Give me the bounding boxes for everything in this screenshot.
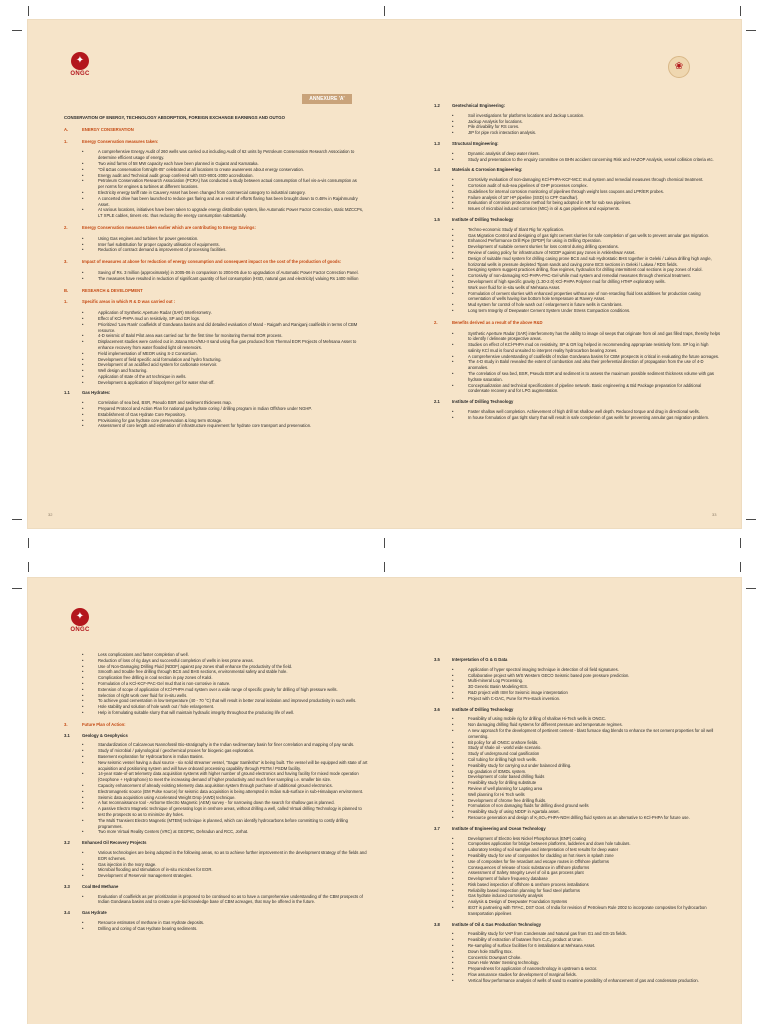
bullet-item: • Jackup Analysis for locations. (434, 119, 722, 125)
bullet-item: • Saving of Rs. 3 million (approximately) in 2005-06 in comparison to 2004-05 due to upgradation of Automatic Power Factor Correction Panel. (64, 270, 364, 276)
heading-number: B. (64, 287, 69, 293)
bullet-item: • Inter fuel substitution for proper capacity utilisation of equipments. (64, 242, 364, 248)
bullet-list (64, 400, 364, 429)
crop-mark (28, 538, 29, 548)
bullet-item: • Preparedness for application of nanotechnology in upstream & sector. (434, 966, 722, 972)
heading-text: Institute of Engineering and Ocean Technology (452, 825, 546, 831)
bullet-item: • Dynamic analysis of deep water risers. (434, 151, 722, 157)
bullet-item: • Corrosivity of non-damaging KCl-PHPA-PAC-Gel while mud system and remedial measures through chemical treatment. (434, 273, 722, 279)
bullet-item: • Development of high specific gravity (1.30-2.0) KCl-PHPA Polymer mud for drilling HTHP exploratory wells. (434, 279, 722, 285)
bullet-item: • JIP for pipe rock interaction analysis. (434, 130, 722, 136)
bullet-item: • Field implementation of MEOR using S-2 Consortium. (64, 351, 364, 357)
ongc-emblem-icon: ✦ (71, 608, 89, 626)
bullet-item: • Assessment of Safety Integrity Level of oil & gas process plant (434, 870, 722, 876)
bullet-item: • A comprehensive understanding of coalfields of Indian Gondwana basins for CBM prospects is critical in evaluating the future acreages. (434, 354, 722, 360)
bullet-item: • Multi-mineral Log Processing. (434, 678, 722, 684)
heading-number: 1.3 (434, 140, 440, 146)
heading-number: 2. (64, 224, 68, 230)
bullet-item: • Formulation of a KCl-KCF-PAC-Gel mud that is non-corrosive in nature. (64, 681, 368, 687)
bullet-item: • Evaluation of corrosion protection method for being adopted in NR for sub sea pipelines. (434, 200, 722, 206)
bullet-item: • Standardization of Calcareous Nannofossil Bio-stratigraphy in the Indian sedimentary basin for finer correlation and mapping of pay sands. (64, 742, 368, 748)
crop-mark (384, 6, 385, 16)
ongc-emblem-icon: ✦ (71, 52, 89, 70)
heading-text: RESEARCH & DEVELOPMENT (82, 287, 143, 293)
bullet-item: • Displacement studies were carried out in Jotana MU-I/MU-II sand using flue gas produced from Thermal EOR Projects of Mehsana Asset to enhance recovery from water flooded light oil reservoirs. (64, 339, 364, 351)
bullet-item: • Risk based inspection of offshore & onshore process installations (434, 882, 722, 888)
bullet-item: • 4-D seismic of Balol Pilot area was carried out for the first time for monitoring thermal EOR process. (64, 333, 364, 339)
corner-emblem-icon: ❀ (668, 56, 690, 78)
bullet-item: • Pile drivability for RS cores. (434, 124, 722, 130)
heading-text: Geotechnical Engineering: (452, 103, 506, 108)
subsection-heading (434, 826, 722, 832)
bullet-item: • Mud system for control of hole wash out / enlargement in future wells in Cambrians. (434, 302, 722, 308)
bullet-item: • Laboratory testing of soil samples and interpretation of test results for deep water (434, 847, 722, 853)
subsection-heading (434, 217, 722, 223)
bullet-item: • A concerted drive has been launched to reduce gas flaring and as a result of efforts flaring has been brought down to 0.48% in Rajahmundry Asset. (64, 196, 364, 208)
bullet-item: • Complication free drilling in coal section in pay zones of Kalol. (64, 675, 368, 681)
top-left-column (64, 115, 364, 432)
bullet-list (434, 227, 722, 314)
bullet-item: • Seismic data acquisition using Accelerated Weight Drop (AWD) technique. (64, 795, 368, 801)
bullet-item: • Techno-economic Study of Slant Rig for Application. (434, 227, 722, 233)
heading-number: A. (64, 126, 69, 132)
bullet-list (434, 931, 722, 983)
bullet-item: • Provisioning for gas hydrate core preservation & long term storage. (64, 418, 364, 424)
heading-number: 1.4 (434, 167, 440, 173)
heading-number: 1.2 (434, 103, 440, 108)
bullet-item: • Reduction of loss of rig days and successful completion of wells in less prone areas. (64, 658, 368, 664)
subsection-heading (434, 657, 722, 663)
heading-text: Institute of Drilling Technology (452, 216, 514, 222)
bullet-item: • Correlation of sea bed, BSR, Pseudo BSR and sediment thickness map. (64, 400, 364, 406)
bullet-item: • Help in formulating suitable slurry that will maintain hydraulic integrity throughout the producing life of well. (64, 710, 368, 716)
bullet-item: • Study of underground coal gasification (434, 751, 722, 757)
subsection-heading (64, 910, 368, 916)
bullet-list (64, 920, 368, 932)
bullet-item: • Corrosion audit of sub-sea pipelines of GHP processes complex. (434, 183, 722, 189)
bullet-item: • Feasibility of extraction of butanes from C₄C₅ product at Uran. (434, 937, 722, 943)
heading-text: Energy Conservation measures taken earlier which are contributing to Energy Savings: (82, 224, 256, 230)
bullet-item: • The correlation of sea bed, BSR, Pseudo BSR and sediment is to assess the maximum possible sediment thickness volume with gas hydrate saturation. (434, 371, 722, 383)
heading-number: 3.7 (434, 825, 440, 831)
heading-number: 3.4 (64, 910, 70, 916)
heading-number: 3. (64, 259, 68, 265)
bullet-item: • Application of state of the art technique in wells. (64, 374, 364, 380)
subsection-heading (434, 707, 722, 713)
logo-brand-text: ONGC (70, 71, 90, 77)
bullet-item: • Using Gas engines and turbines for power generation. (64, 236, 364, 242)
bullet-list (64, 236, 364, 253)
bullet-item: • The measures have resulted in reduction of significant quantity of fuel consumption (HSD, natural gas and electricity) valuing Rs 1400 million (64, 276, 364, 282)
bullet-list (434, 331, 722, 395)
bullet-item: • Petroleum Conservation Research Association (PCRA) has conducted a study between actual consumption of fuel vis-a-vis consumption as per norms for engines & turbines at different locations. (64, 178, 364, 190)
heading-text: Impact of measures at above for reduction of energy consumption and consequent impact on the cost of the production of goods: (82, 259, 342, 265)
heading-number: 2. (434, 319, 438, 325)
bullet-list (64, 149, 364, 219)
section-heading (64, 299, 364, 305)
bullet-item: • Studies on effect of KCl-PHPA mud on resistivity, SP & GR log helped in recommending appropriate resistivity form. SP log in high salinity KCl mud is found unsuited to interpret reality hydrocarbon bearing zones. (434, 342, 722, 354)
bullet-item: • Effect of KCl-PHPA mud on resistivity, SP and GR logs. (64, 316, 364, 322)
bullet-list (64, 850, 368, 879)
heading-text: Institute of Drilling Technology (452, 706, 514, 712)
bullet-item: • Feasibility study for carrying out under balanced drilling. (434, 763, 722, 769)
bullet-list (64, 894, 368, 906)
bullet-item: • At various locations, initiatives have been taken to upgrade energy distribution system, like Automatic Power Factor Correction, static MZCCPs, LT XPLE cables, timers etc. thus reducing the energy consumption substantially. (64, 207, 364, 219)
bullet-item: • Gas injection in the Ivory stage. (64, 862, 368, 868)
bullet-item: • A comprehensive Energy Audit of 260 wells was carried out including Audit of 62 units by Petroleum Conservation Research Association to determine efficient usage of energy. (64, 149, 364, 161)
bullet-item: • Failure analysis of 18" HP pipeline (SSD) to CPF Gandhar). (434, 195, 722, 201)
bullet-list (64, 652, 368, 716)
bullet-item: • Study of microbial / palynological / geochemical proxies for biogenic gas exploration. (64, 748, 368, 754)
bullet-item: • Evaluation of coalfields as per prioritization is proposed to be continued so as to have a comprehensive understanding of the CBM prospects of Indian Gondwana basins and to create a pre-bid knowledge base of CBM acreages, that may be offered in the future. (64, 894, 368, 906)
crop-mark (746, 30, 756, 31)
bullet-item: • Up gradation of IDMDL system. (434, 769, 722, 775)
bullet-item: • Microbial flooding and stimulation of in-situ microbes for EOR. (64, 867, 368, 873)
bullet-item: • Development of an acidified acid system for carbonate reservoir. (64, 362, 364, 368)
subsection-heading (64, 733, 368, 739)
crop-mark (746, 519, 756, 520)
heading-number: 3. (64, 721, 68, 727)
bullet-item: • Project with C-DAC, Pune for Pre-stack inversion. (434, 696, 722, 702)
subsection-heading (434, 399, 722, 405)
bullet-list (64, 742, 368, 835)
logo-brand-text: ONGC (70, 627, 90, 633)
document-title: CONSERVATION OF ENERGY, TECHNOLOGY ABSORPTION, FOREIGN EXCHANGE EARNINGS AND OUTGO (64, 115, 285, 120)
bullet-item: • Concentric Downpart Choke. (434, 955, 722, 961)
bullet-item: • Capacity enhancement of already existing telemetry data acquisition system through purchase of additional ground electronics. (64, 783, 368, 789)
bullet-item: • Feasibility study for drilling substitute (434, 780, 722, 786)
bullet-item: • A new approach for the development of pertinent cement - blast furnace slag blends to enhance the set cement properties for oil well cementing. (434, 728, 722, 740)
ongc-logo-bottom (64, 608, 96, 642)
bullet-list (64, 270, 364, 282)
bullet-item: • Basement exploration for Hydrocarbons in Indian Basins. (64, 754, 368, 760)
bullet-item: • Electricity energy tariff rate in Cauvery Asset has been changed from commercial category to industrial category. (64, 190, 364, 196)
bullet-item: • Electromagnetic source (EM Pulse source) for seismic data acquisition is being attempted in Indian sub-surface in sub-Himalayan environment. (64, 789, 368, 795)
heading-number: 1.5 (434, 216, 440, 222)
section-heading (64, 127, 364, 133)
bullet-item: • Collaborative project with M/S Western GECO Seismic based pore pressure prediction. (434, 673, 722, 679)
bullet-item: • Smooth and trouble free drilling through BCS and BHS sections, environmental safety and stable hole. (64, 669, 368, 675)
bullet-item: • Soil investigations for platforms locations and Jackup Location. (434, 113, 722, 119)
heading-number: 3.1 (64, 732, 70, 738)
subsection-heading (434, 141, 722, 147)
bullet-item: • Analysis & Design of Deepwater Foundation Systems (434, 899, 722, 905)
bullet-item: • The Multi Transient Electro Magnetic (MTEM) technique is planned, which can identify hydrocarbons before committing to costly drilling programmes. (64, 818, 368, 830)
bullet-item: • Down Hole Water Sensing technology. (434, 960, 722, 966)
page-number-right: 33 (712, 512, 717, 517)
crop-mark (740, 538, 741, 548)
bullet-item: • Development of Reservoir management strategies. (64, 873, 368, 879)
crop-mark (28, 6, 29, 16)
crop-mark (384, 562, 385, 572)
bullet-item: • Energy audit and Technical audit group conferred with ISO-9001-2000 accreditation. (64, 173, 364, 179)
bullet-item: • Guidelines for internal corrosion monitoring of pipelines through weight loss coupons and LPR/ER probes. (434, 189, 722, 195)
heading-text: Institute of Oil & Gas Production Technology (452, 921, 542, 927)
bullet-item: • Conceptualization and technical specifications of pipeline network. Basic engineering & Bid Package preparation for additional condensate recovery and for LPG augmentation. (434, 383, 722, 395)
bullet-item: • Development of chrome free drilling fluids. (434, 798, 722, 804)
bullet-item: • 3D Genetic Basin Modeling-IES. (434, 684, 722, 690)
bullet-list (434, 836, 722, 917)
subsection-heading (434, 922, 722, 928)
bullet-item: • Composites application for bridge between platforms, ladderies and down hole tubulars. (434, 841, 722, 847)
heading-number: 1. (64, 138, 68, 144)
bullet-item: • To achieve good cementation in low temperature (40 - 70 °C) that will result in better zonal isolation and improved productivity in such wells. (64, 698, 368, 704)
bullet-item: • Faster shallow well completion. Achievement of high drill rat shallow well depth. Reduced torque and drag in directional wells. (434, 409, 722, 415)
bullet-item: • Selection of right work over fluid for in-situ wells. (64, 693, 368, 699)
bullet-item: • Reliability based inspection planning for fixed steel platforms (434, 888, 722, 894)
crop-mark (740, 6, 741, 16)
heading-number: 3.6 (434, 706, 440, 712)
crop-mark (12, 30, 22, 31)
bullet-item: • Establishment of Gas Hydrate Core Repository. (64, 412, 364, 418)
bullet-item: • Flow assurance studies for development of marginal fields. (434, 972, 722, 978)
bullet-item: • Down hole Stuffing Box. (434, 949, 722, 955)
bullet-item: • Feasibility study for VAP from Condensate and Natural gas from G1 and GS-15 fields. (434, 931, 722, 937)
bottom-right-column (434, 652, 722, 987)
bullet-item: • Feasibility of using mobile rig for drilling of shallow Hi-Tech wells in ONGC. (434, 716, 722, 722)
bullet-item: • Two wind farms of 58 MW capacity each have been planned in Gujarat and Karnataka. (64, 161, 364, 167)
crop-mark (12, 588, 22, 589)
bullet-list (434, 667, 722, 702)
bullet-item: • Development of suitable cement slurries for loss control during drilling operations. (434, 244, 722, 250)
bullet-item: • Development of color based drilling fluids (434, 774, 722, 780)
bullet-list (434, 409, 722, 421)
bullet-item: • Hole stability and solution of hole wash out / hole enlargement. (64, 704, 368, 710)
bullet-item: • Various technologies are being adopted in the following areas, so as to achieve further improvement in the development strategy of the fields and EOR schemes. (64, 850, 368, 862)
bullet-item: • 14-year state-of-art telemetry data acquisition systems with higher number of ground electronics and having facility for mixed mode operation (Geophone + Hydrophone) to meet the increasing demand of higher productivity and much finer sampling i.e. smaller bin size. (64, 771, 368, 783)
bullet-item: • Review of casing policy for infrastructure of NGDP against pay zones in Ankleshwar Asset. (434, 250, 722, 256)
bullet-list (434, 716, 722, 820)
bottom-left-column (64, 652, 368, 935)
bullet-item: • Use of Non-Damaging Drilling Fluid (NDDF) against pay zones shall enhance the productivity of the field. (64, 664, 368, 670)
section-heading (64, 225, 364, 231)
bullet-item: • Prioritized 'Low Rank' coalfields of Gondwana basins and did detailed evaluation of Mand - Raigarh and Raniganj coalfields in terms of CBM resource. (64, 322, 364, 334)
bullet-item: • Formulation of cement slurries with enhanced properties without use of non-retarding fluid loss additives for production casing cementation of wells having low bottom hole temperature at Ravery Asset. (434, 291, 722, 303)
bullet-item: • Long term Integrity of Deepwater Cement System Under Stress Compaction conditions. (434, 308, 722, 314)
heading-text: Benefits derived as a result of the above R&D (452, 319, 543, 325)
ongc-logo (64, 52, 96, 86)
bullet-item: • Development of Electro less Nickel Phosphorous (ENP) coating (434, 836, 722, 842)
subsection-heading (64, 840, 368, 846)
bullet-item: • Less complications and faster completion of well. (64, 652, 368, 658)
crop-mark (28, 562, 29, 572)
subsection-heading (64, 390, 364, 396)
bullet-item: • Formulation of non damaging fluids for drilling dived ground wells (434, 803, 722, 809)
bullet-item: • Gas hydrate induced corrosivity analysis (434, 893, 722, 899)
crop-mark (746, 588, 756, 589)
bullet-item: • Resource estimates of methane in Gas Hydrate deposits. (64, 920, 368, 926)
bullet-item: • Well design and fracturing. (64, 368, 364, 374)
heading-number: 2.1 (434, 399, 440, 405)
heading-text: Institute of Drilling Technology (452, 399, 514, 405)
heading-text: Coal Bed Methane (82, 883, 119, 889)
bullet-item: • Development of field specific acid formulation and hydro fracturing. (64, 357, 364, 363)
bullet-item: • The 4-D study in Balol revealed the extent of combustion and also their preferential direction of propagation from the use of 4-D anomalies. (434, 359, 722, 371)
bullet-item: • Application of Synthetic Aperture Radar (SAR) Interferometry. (64, 310, 364, 316)
bullet-item: • Drilling and coring of Gas Hydrate bearing sediments. (64, 926, 368, 932)
bullet-item: • Designing system suggest practices drilling, flow regimes, hydraulics for drilling intermittent coal sections in pay zones of Kalol. (434, 267, 722, 273)
bullet-item: • Feasibility study of using NDDF in Agartala asset. (434, 809, 722, 815)
page-number-left: 32 (48, 512, 53, 517)
top-right-column (434, 98, 722, 424)
section-heading (64, 722, 368, 728)
bullet-item: • New seismic vessel having a dual source - six solid streamer vessel, "Sagar Samiksha" is being built. The vessel will be equipped with state of art acquisition and positioning system and will have onboard processing capability through PSTM / PSDM facility. (64, 760, 368, 772)
bullet-item: • Assessment of core length and estimation of infrastructure requirement for hydrate core transport and preservation. (64, 423, 364, 429)
bullet-item: • Prepared Protocol and Action Plan for national gas hydrate coring / drilling program in Indian Offshore under NGHP. (64, 406, 364, 412)
bullet-item: • A passive Electro Magnetic technique of generating logs in onshore areas, without drilling a well, called Virtual drilling Technology is planned to test the prospects so as to minimize dry holes. (64, 806, 368, 818)
bullet-item: • IEOT is partnering with TIFAC, DST Govt. of India for revision of Petroleum Rule 2002 to incorporate composites for hydrocarbon transportation pipelines (434, 905, 722, 917)
heading-text: ENERGY CONSERVATION (82, 126, 134, 132)
bullet-item: • Issues of microbial induced corrosion (MIC) in oil & gas pipelines and equipments. (434, 206, 722, 212)
heading-text: Future Plan of Action: (82, 721, 126, 727)
bullet-item: • Coil tubing for drilling high tech wells. (434, 757, 722, 763)
bullet-item: • Two more Virtual Reality Centers (VRC) at GEOPIC, Dehradun and RCC, Jorhat. (64, 829, 368, 835)
section-heading (64, 288, 364, 294)
bullet-item: • Vertical flow performance analysis of wells of sand to examine possibility of enhancement of gas and condensate production. (434, 978, 722, 984)
bullet-item: • Design of suitable mud system for drilling casing prone BCS and sub Hydrostatic BHS together in Geleki / Lakwa drilling high angle, horizontal wells in pressure depleted Tipam sands and caving prone BCS sections in Geleki / Lakwa / RDS fields. (434, 256, 722, 268)
crop-mark (384, 538, 385, 548)
bullet-list (434, 177, 722, 212)
heading-text: Specific areas in which R & D was carried out : (82, 299, 176, 305)
bullet-item: • Use of composites for fire retardant and escape routes in Offshore platforms (434, 859, 722, 865)
bullet-item: • Review of well planning for Lapting area (434, 786, 722, 792)
bullet-item: • Bit policy for all ONGC onshore fields. (434, 740, 722, 746)
bullet-item: • A hat reconnaissance tool - Airborne Electro Magnetic (AEM) survey - for narrowing down the search for shallow gas is planned. (64, 800, 368, 806)
subsection-heading (64, 884, 368, 890)
bullet-item: • Well planning for Hi Tech wells (434, 792, 722, 798)
bullet-item: • Resource generation and design of K₂SO₄-PHPA-NDH drilling fluid system as an alternative to KCl-PHPA for future use. (434, 815, 722, 821)
heading-text: Structural Engineering: (452, 140, 499, 146)
bullet-item: • Corrosivity evaluation of non-damaging KCl-PHPA-KCF-MCC mud system and remedial measures through chemical treatment. (434, 177, 722, 183)
bullet-item: • Reduction of contract demand & improvement of processing facilities. (64, 247, 364, 253)
bullet-item: • Feasibility study for use of composites for cladding on hot risers in splash zone (434, 853, 722, 859)
heading-number: 3.5 (434, 657, 440, 662)
section-heading (64, 259, 364, 265)
heading-text: Gas Hydrates: (82, 390, 111, 396)
bullet-item: • R&D project with ISM for Seismic image interpretation (434, 690, 722, 696)
bullet-item: • Development & application of biopolymer gel for water shut-off. (64, 380, 364, 386)
heading-text: Enhanced Oil Recovery Projects (82, 840, 147, 846)
bullet-item: • Study of shale oil - world wide scenario. (434, 745, 722, 751)
bullet-item: • Consequences of release of toxic substance in offshore platforms (434, 865, 722, 871)
heading-text: Interpretation of G & G Data (452, 657, 508, 662)
subsection-heading (434, 167, 722, 173)
heading-number: 1. (64, 299, 68, 305)
bullet-item: • Work over fluid for in-situ wells of Mehsana Asset. (434, 285, 722, 291)
heading-text: Gas Hydrate (82, 910, 107, 916)
bullet-item: • Non damaging drilling fluid systems for different pressure and temperature regimes. (434, 722, 722, 728)
section-heading (64, 139, 364, 145)
heading-text: Materials & Corrosion Engineering: (452, 167, 523, 173)
heading-text: Energy Conservation measures taken: (82, 138, 159, 144)
heading-number: 3.2 (64, 840, 70, 846)
bullet-item: • Study and presentation to the enquiry committee on BHN accident concerning Risk and HAZOP Analysis, vessel collision criteria etc. (434, 157, 722, 163)
heading-text: Geology & Geophysics (82, 732, 128, 738)
bullet-item: • "Oil &Gas conservation fortnight-05" celebrated at all locations to create awareness about energy conservation. (64, 167, 364, 173)
heading-number: 3.8 (434, 921, 440, 927)
heading-number: 3.3 (64, 883, 70, 889)
bullet-list (434, 151, 722, 163)
bullet-item: • Re-sampling of surface facilities for 6 installations at Mehsana Asset. (434, 943, 722, 949)
bullet-list (64, 310, 364, 385)
crop-mark (12, 519, 22, 520)
annexure-label: ANNEXURE 'A' (302, 94, 352, 104)
bullet-item: • Gas Migration Control and designing of gas tight cement slurries for safe completion of gas wells to prevent annular gas migration. (434, 233, 722, 239)
bullet-item: • Development of failure frequency database (434, 876, 722, 882)
bullet-item: • Extension of scope of application of KCl-PHPA mud system over a wide range of specific gravity for drilling of high pressure wells. (64, 687, 368, 693)
crop-mark (740, 562, 741, 572)
heading-number: 1.1 (64, 390, 70, 396)
bullet-item: • Synthetic Aperture Radar (SAR) interferometry has the ability to image oil seeps that originate from oil and gas filled traps, thereby helps to identify / delineate prospective areas. (434, 331, 722, 343)
section-heading (434, 320, 722, 326)
bullet-item: • In house formulation of gas tight slurry that will result in safe completion of gas wells for preventing annular gas migration problem. (434, 415, 722, 421)
subsection-heading (434, 103, 722, 109)
bullet-list (434, 113, 722, 136)
bullet-item: • Application of hyper spectral imaging technique in detection of oil field signatures. (434, 667, 722, 673)
bullet-item: • Enhanced Performance Drill Pipe (EPDP) for using in Drilling Operation. (434, 238, 722, 244)
